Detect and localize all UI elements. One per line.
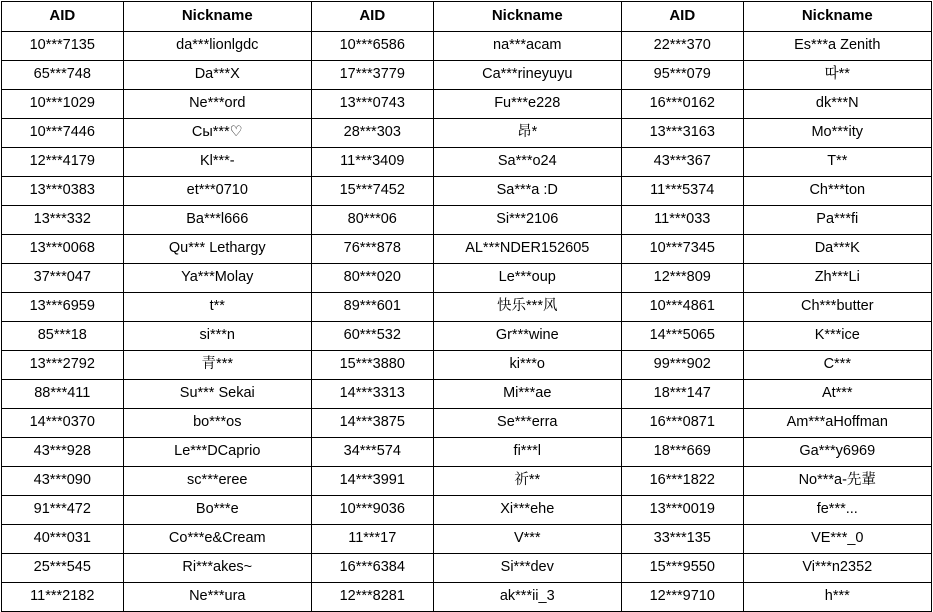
cell-aid: 33***135 xyxy=(621,525,743,554)
table-row xyxy=(2,293,932,322)
cell-nickname: Le***oup xyxy=(433,264,621,293)
cell-aid: 91***472 xyxy=(2,496,124,525)
cell-aid: 13***3163 xyxy=(621,119,743,148)
cell-aid: 60***532 xyxy=(311,322,433,351)
cell-aid: 13***0068 xyxy=(2,235,124,264)
cell-aid: 16***0871 xyxy=(621,409,743,438)
cell-nickname: Xi***ehe xyxy=(433,496,621,525)
cell-nickname: Ga***y6969 xyxy=(743,438,931,467)
cell-nickname: Ca***rineyuyu xyxy=(433,61,621,90)
cell-aid: 16***0162 xyxy=(621,90,743,119)
cell-nickname: Mo***ity xyxy=(743,119,931,148)
cell-nickname: Zh***Li xyxy=(743,264,931,293)
cell-aid: 14***3875 xyxy=(311,409,433,438)
table-row xyxy=(2,61,932,90)
cell-nickname: h*** xyxy=(743,583,931,612)
cell-nickname: Kl***- xyxy=(123,148,311,177)
cell-aid: 43***367 xyxy=(621,148,743,177)
column-header-nickname-3: Nickname xyxy=(743,2,931,32)
aid-nickname-table xyxy=(1,1,932,612)
cell-nickname: Bo***e xyxy=(123,496,311,525)
cell-aid: 80***06 xyxy=(311,206,433,235)
cell-aid: 10***7135 xyxy=(2,32,124,61)
cell-nickname: Si***2106 xyxy=(433,206,621,235)
cell-aid: 89***601 xyxy=(311,293,433,322)
table-row xyxy=(2,90,932,119)
cell-nickname: Su*** Sekai xyxy=(123,380,311,409)
cell-nickname: Qu*** Lethargy xyxy=(123,235,311,264)
cell-aid: 25***545 xyxy=(2,554,124,583)
cell-aid: 18***147 xyxy=(621,380,743,409)
table-row xyxy=(2,467,932,496)
table-row xyxy=(2,583,932,612)
cell-nickname: VE***_0 xyxy=(743,525,931,554)
cell-nickname: Se***erra xyxy=(433,409,621,438)
cell-nickname: Sa***a :D xyxy=(433,177,621,206)
cell-nickname: 祈** xyxy=(433,467,621,496)
cell-nickname: Gr***wine xyxy=(433,322,621,351)
cell-aid: 15***3880 xyxy=(311,351,433,380)
cell-aid: 11***033 xyxy=(621,206,743,235)
cell-nickname: Ne***ord xyxy=(123,90,311,119)
cell-nickname: Co***e&Cream xyxy=(123,525,311,554)
cell-aid: 13***6959 xyxy=(2,293,124,322)
table-row xyxy=(2,177,932,206)
cell-aid: 76***878 xyxy=(311,235,433,264)
cell-nickname: da***lionlgdc xyxy=(123,32,311,61)
table-row xyxy=(2,554,932,583)
cell-aid: 10***1029 xyxy=(2,90,124,119)
table-row xyxy=(2,264,932,293)
cell-nickname: Ri***akes~ xyxy=(123,554,311,583)
column-header-aid-2: AID xyxy=(311,2,433,32)
cell-aid: 12***4179 xyxy=(2,148,124,177)
table-row xyxy=(2,322,932,351)
cell-aid: 11***2182 xyxy=(2,583,124,612)
cell-aid: 14***0370 xyxy=(2,409,124,438)
table-row xyxy=(2,525,932,554)
cell-nickname: V*** xyxy=(433,525,621,554)
cell-aid: 10***9036 xyxy=(311,496,433,525)
cell-aid: 34***574 xyxy=(311,438,433,467)
cell-aid: 11***5374 xyxy=(621,177,743,206)
cell-nickname: Fu***e228 xyxy=(433,90,621,119)
cell-aid: 85***18 xyxy=(2,322,124,351)
cell-aid: 88***411 xyxy=(2,380,124,409)
cell-aid: 65***748 xyxy=(2,61,124,90)
cell-nickname: K***ice xyxy=(743,322,931,351)
cell-nickname: Mi***ae xyxy=(433,380,621,409)
column-header-aid-1: AID xyxy=(2,2,124,32)
cell-aid: 10***7345 xyxy=(621,235,743,264)
table-row xyxy=(2,380,932,409)
cell-aid: 13***332 xyxy=(2,206,124,235)
cell-aid: 14***3313 xyxy=(311,380,433,409)
table-row xyxy=(2,148,932,177)
cell-aid: 18***669 xyxy=(621,438,743,467)
cell-aid: 16***1822 xyxy=(621,467,743,496)
cell-nickname: Es***a Zenith xyxy=(743,32,931,61)
cell-nickname: T** xyxy=(743,148,931,177)
cell-nickname: Da***X xyxy=(123,61,311,90)
cell-aid: 13***0383 xyxy=(2,177,124,206)
cell-nickname: t** xyxy=(123,293,311,322)
cell-aid: 10***7446 xyxy=(2,119,124,148)
table-row xyxy=(2,32,932,61)
table-row xyxy=(2,206,932,235)
cell-aid: 11***3409 xyxy=(311,148,433,177)
table-header-row xyxy=(2,2,932,32)
cell-nickname: At*** xyxy=(743,380,931,409)
cell-nickname: Ch***butter xyxy=(743,293,931,322)
table-row xyxy=(2,119,932,148)
cell-aid: 99***902 xyxy=(621,351,743,380)
cell-aid: 12***9710 xyxy=(621,583,743,612)
cell-nickname: et***0710 xyxy=(123,177,311,206)
cell-aid: 12***809 xyxy=(621,264,743,293)
cell-aid: 10***6586 xyxy=(311,32,433,61)
cell-aid: 28***303 xyxy=(311,119,433,148)
table-row xyxy=(2,351,932,380)
cell-nickname: Ch***ton xyxy=(743,177,931,206)
cell-nickname: Si***dev xyxy=(433,554,621,583)
cell-nickname: Am***aHoffman xyxy=(743,409,931,438)
cell-nickname: Ya***Molay xyxy=(123,264,311,293)
cell-nickname: 快乐***风 xyxy=(433,293,621,322)
cell-nickname: na***acam xyxy=(433,32,621,61)
cell-nickname: dk***N xyxy=(743,90,931,119)
table-body xyxy=(2,32,932,612)
cell-nickname: Sa***o24 xyxy=(433,148,621,177)
column-header-aid-3: AID xyxy=(621,2,743,32)
cell-nickname: si***n xyxy=(123,322,311,351)
cell-nickname: bo***os xyxy=(123,409,311,438)
cell-nickname: 青*** xyxy=(123,351,311,380)
cell-aid: 43***090 xyxy=(2,467,124,496)
cell-nickname: No***a-先輩 xyxy=(743,467,931,496)
cell-nickname: Le***DCaprio xyxy=(123,438,311,467)
table-row xyxy=(2,438,932,467)
cell-nickname: 따** xyxy=(743,61,931,90)
cell-aid: 14***3991 xyxy=(311,467,433,496)
cell-aid: 22***370 xyxy=(621,32,743,61)
cell-nickname: ki***o xyxy=(433,351,621,380)
column-header-nickname-2: Nickname xyxy=(433,2,621,32)
cell-aid: 95***079 xyxy=(621,61,743,90)
cell-aid: 80***020 xyxy=(311,264,433,293)
cell-aid: 13***0019 xyxy=(621,496,743,525)
cell-aid: 37***047 xyxy=(2,264,124,293)
cell-nickname: C*** xyxy=(743,351,931,380)
cell-nickname: 昂* xyxy=(433,119,621,148)
cell-aid: 14***5065 xyxy=(621,322,743,351)
cell-nickname: fi***l xyxy=(433,438,621,467)
cell-aid: 10***4861 xyxy=(621,293,743,322)
cell-nickname: Da***K xyxy=(743,235,931,264)
cell-nickname: sc***eree xyxy=(123,467,311,496)
cell-nickname: Сы***♡ xyxy=(123,119,311,148)
cell-aid: 11***17 xyxy=(311,525,433,554)
cell-nickname: Pa***fi xyxy=(743,206,931,235)
cell-aid: 13***0743 xyxy=(311,90,433,119)
cell-aid: 17***3779 xyxy=(311,61,433,90)
cell-nickname: ak***ii_3 xyxy=(433,583,621,612)
table-row xyxy=(2,235,932,264)
cell-aid: 15***7452 xyxy=(311,177,433,206)
cell-nickname: Ne***ura xyxy=(123,583,311,612)
cell-nickname: Ba***l666 xyxy=(123,206,311,235)
cell-nickname: AL***NDER152605 xyxy=(433,235,621,264)
table-row xyxy=(2,496,932,525)
column-header-nickname-1: Nickname xyxy=(123,2,311,32)
cell-aid: 43***928 xyxy=(2,438,124,467)
cell-aid: 15***9550 xyxy=(621,554,743,583)
cell-aid: 12***8281 xyxy=(311,583,433,612)
cell-aid: 13***2792 xyxy=(2,351,124,380)
cell-nickname: fe***... xyxy=(743,496,931,525)
cell-nickname: Vi***n2352 xyxy=(743,554,931,583)
cell-aid: 16***6384 xyxy=(311,554,433,583)
table-row xyxy=(2,409,932,438)
cell-aid: 40***031 xyxy=(2,525,124,554)
